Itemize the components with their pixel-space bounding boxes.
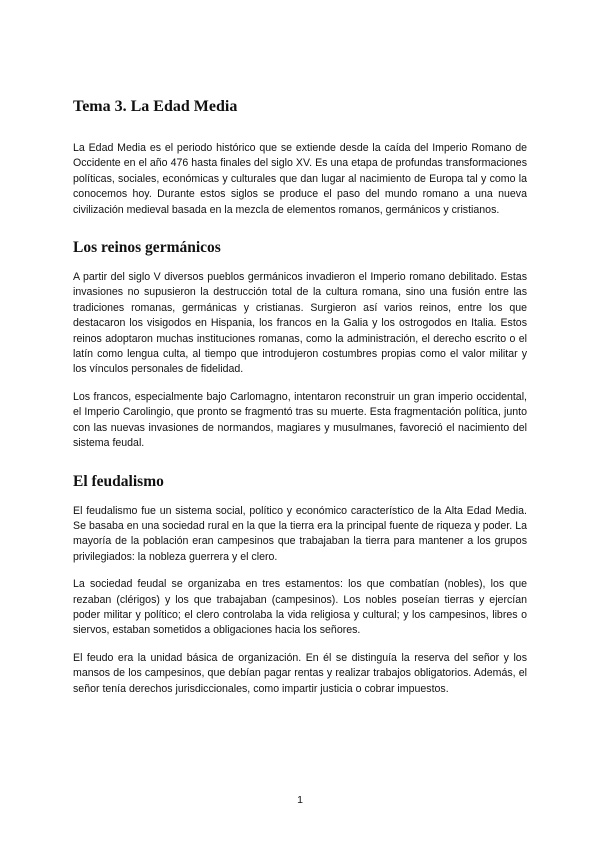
- intro-paragraph: La Edad Media es el periodo histórico que se extiende desde la caída del Imperio Romano de Occidente en el año 476 hasta finales del siglo XV. Es una etapa de profundas transformaciones políticas, sociales, económicas y culturales que dan lugar al nacimiento de Europa tal y como la conocemos hoy. Durante estos siglos se produce el paso del mundo romano a una nueva civilización medieval basada en la mezcla de elementos romanos, germánicos y cristianos.: [73, 142, 527, 216]
- paragraph: El feudo era la unidad básica de organización. En él se distinguía la reserva del señor y los mansos de los campesinos, que debían pagar rentas y realizar trabajos obligatorios. Además, el señor tenía derechos jurisdiccionales, como impartir justicia o cobrar impuestos.: [73, 651, 527, 695]
- page-content: [73, 97, 527, 709]
- document-title: Tema 3. La Edad Media: [73, 98, 238, 115]
- section-heading-feudalism: El feudalismo: [73, 472, 164, 490]
- page-number: 1: [297, 794, 303, 806]
- paragraph: A partir del siglo V diversos pueblos germánicos invadieron el Imperio romano debilitado. Estas invasiones no supusieron la destrucción total de la cultura romana, sino una fusión entre las tradiciones romanas, germánicas y cristianas. Surgieron así varios reinos, entre los que destacaron los visigodos en Hispania, los francos en la Galia y los ostrogodos en Italia. Estos reinos adoptaron muchas instituciones romanas, como la administración, el derecho escrito o el latín como lengua culta, al tiempo que introdujeron costumbres propias como el valor militar y los vínculos personales de fidelidad.: [73, 271, 527, 376]
- section-heading-germanic-kingdoms: Los reinos germánicos: [73, 239, 221, 257]
- paragraph: La sociedad feudal se organizaba en tres estamentos: los que combatían (nobles), los que rezaban (clérigos) y los que trabajaban (campesinos). Los nobles poseían tierras y ejercían poder militar y político; el clero controlaba la vida religiosa y cultural; y los campesinos, libres o siervos, estaban sometidos a obligaciones hacia los señores.: [73, 578, 527, 637]
- paragraph: Los francos, especialmente bajo Carlomagno, intentaron reconstruir un gran imperio occidental, el Imperio Carolingio, que pronto se fragmentó tras su muerte. Esta fragmentación política, junto con las nuevas invasiones de normandos, magiares y musulmanes, favoreció el nacimiento del sistema feudal.: [73, 390, 527, 450]
- paragraph: El feudalismo fue un sistema social, político y económico característico de la Alta Edad Media. Se basaba en una sociedad rural en la que la tierra era la principal fuente de riqueza y poder. La mayoría de la población eran campesinos que trabajaban la tierra para mantener a los grupos privilegiados: la nobleza guerrera y el clero.: [73, 504, 527, 563]
